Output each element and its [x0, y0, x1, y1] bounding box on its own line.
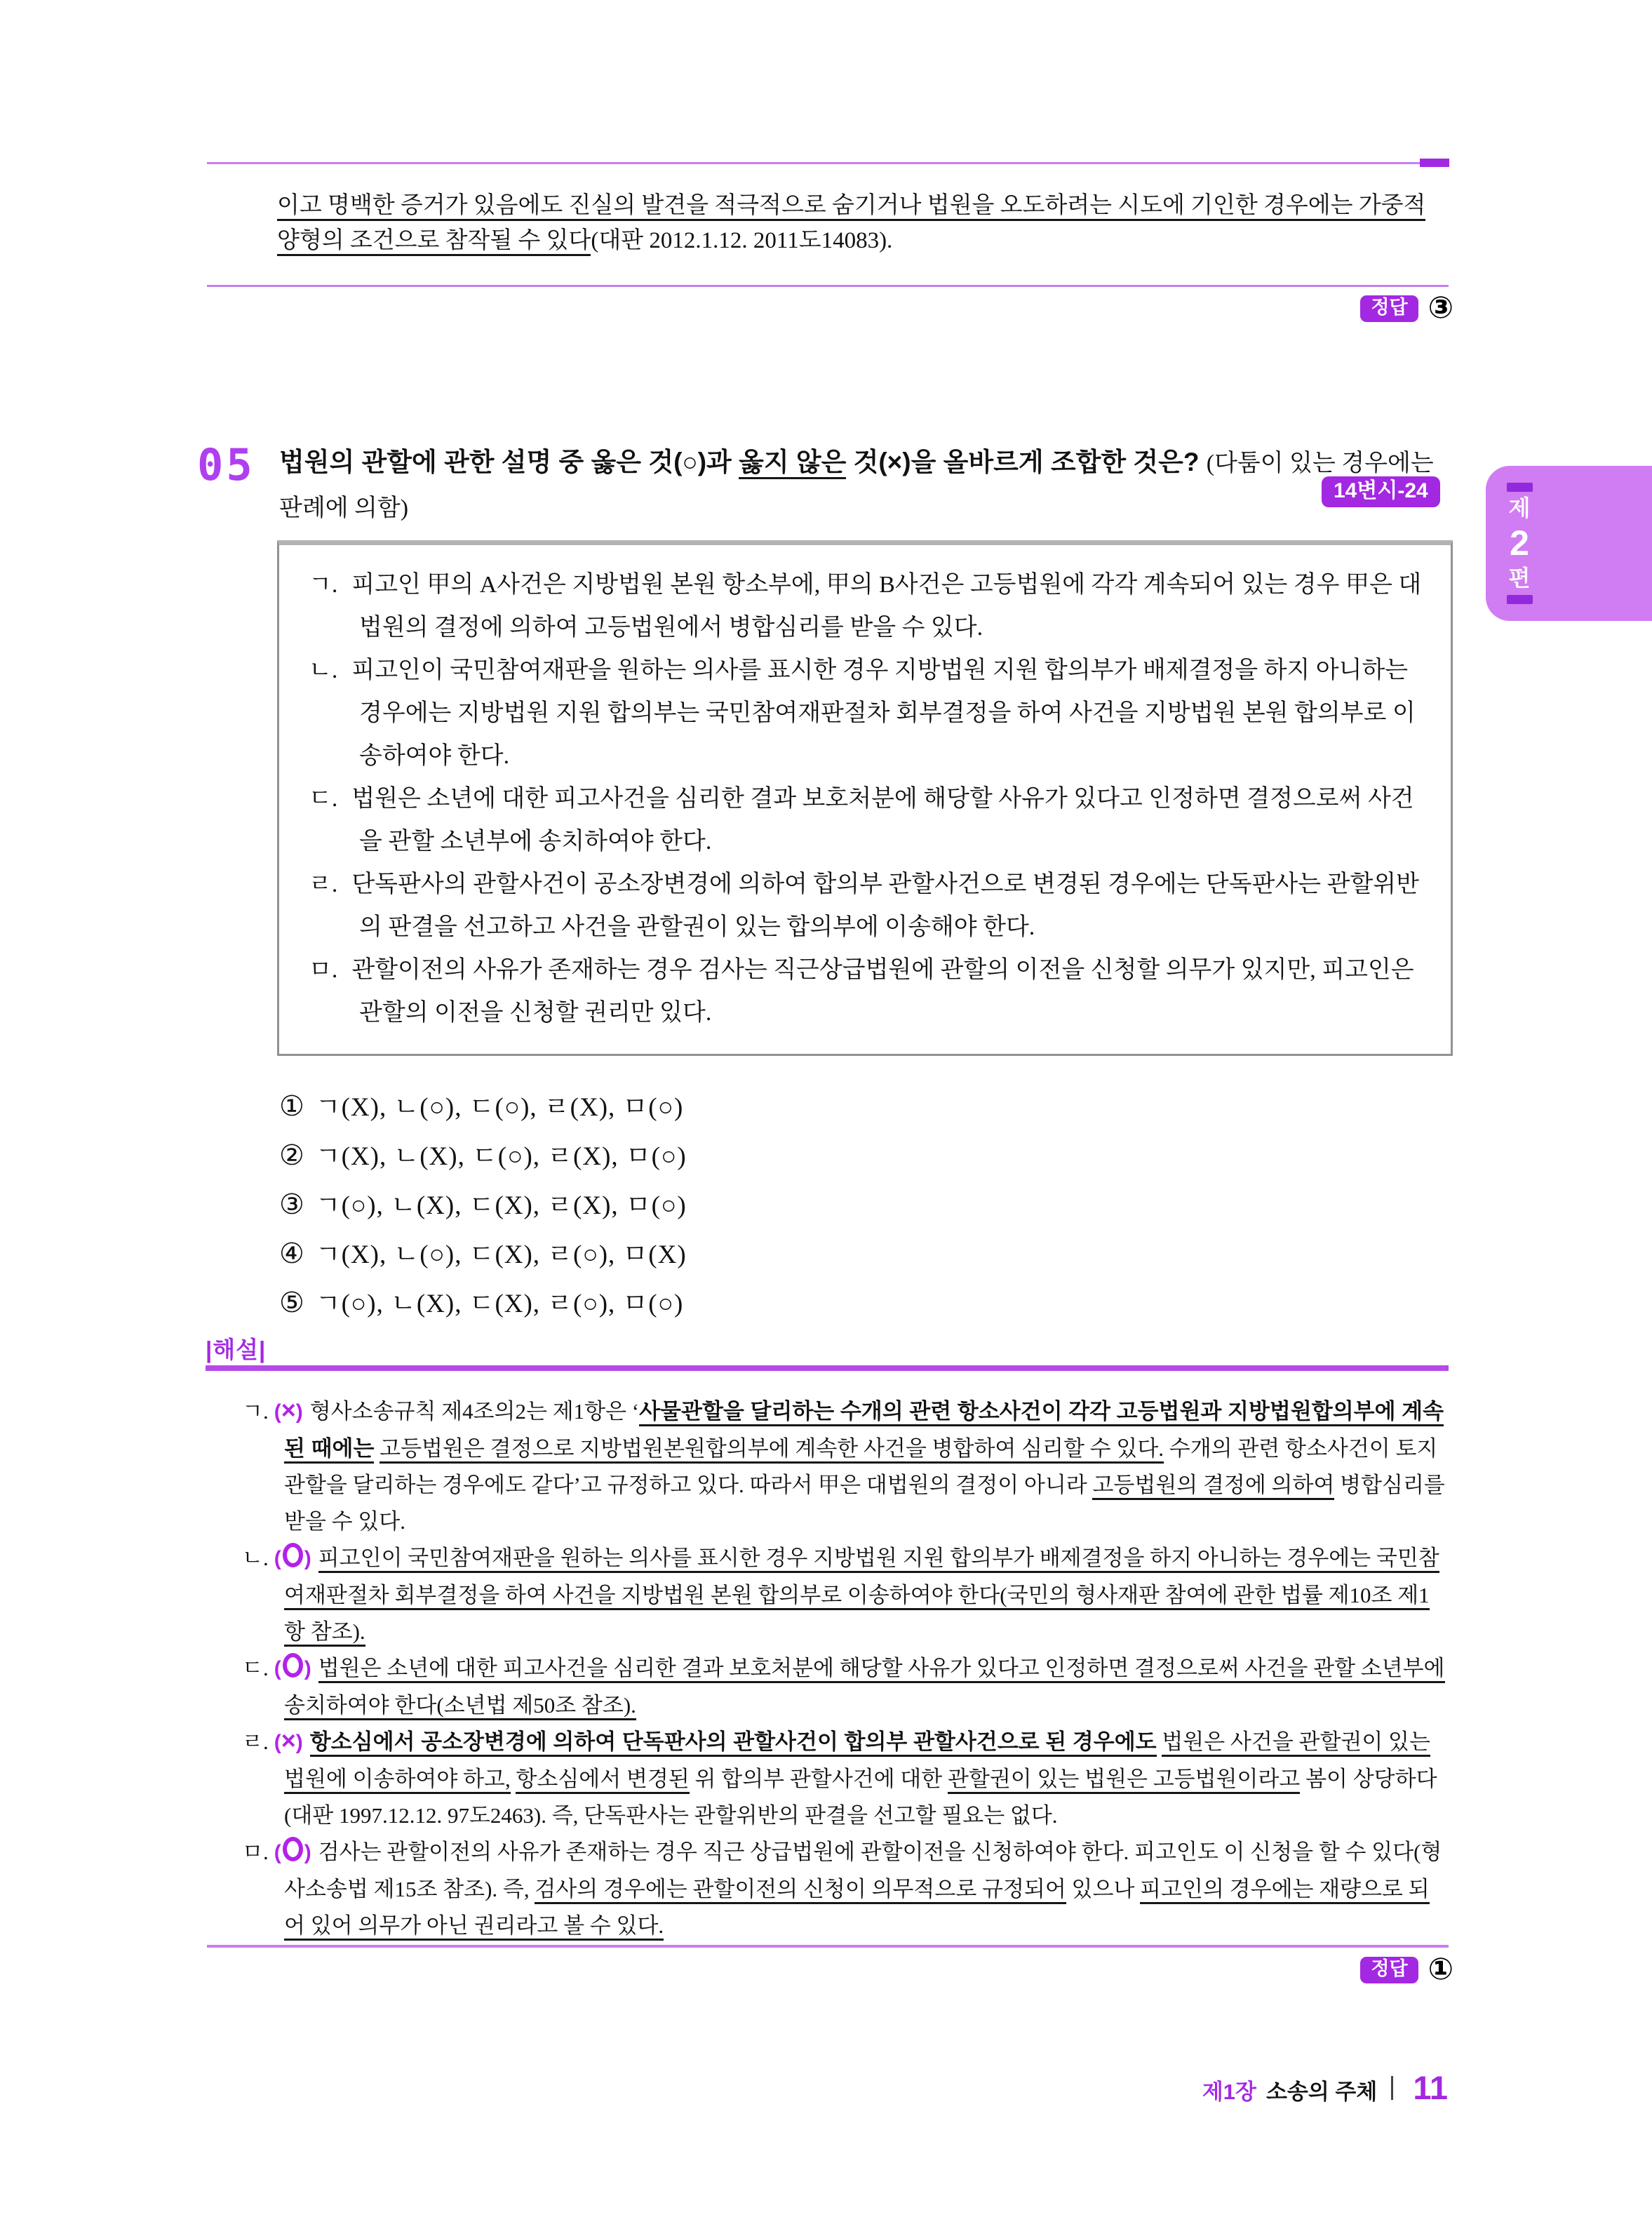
- text-segment: 것(×)을 올바르게 조합한 것은?: [846, 448, 1207, 476]
- answer-badge: 정답: [1360, 1957, 1418, 1983]
- text-segment: 법원은 소년에 대한 피고사건을 심리한 결과 보호처분에 해당할 사유가 있다고 인정하면 결정으로써 사건을 관할 소년부에 송치하여야 한다(소년법 제50조 참조).: [284, 1656, 1445, 1720]
- option-number: ③: [279, 1189, 304, 1221]
- answer-number: ③: [1428, 290, 1453, 326]
- option-number: ②: [279, 1139, 304, 1172]
- text-segment: 검사의 경우에는 관할이전의 신청이 의무적으로 규정되어: [535, 1877, 1066, 1904]
- option-number: ①: [279, 1090, 304, 1123]
- item-marker: ㄱ.: [242, 1399, 269, 1424]
- item-marker: ㄹ.: [242, 1729, 269, 1754]
- explanation-item-5: [242, 1834, 1450, 1944]
- text-segment: 관할권이 있는 법원은 고등법원이라고: [948, 1767, 1300, 1794]
- incorrect-mark-icon: (×): [274, 1395, 303, 1424]
- option-text: ㄱ(X), ㄴ(X), ㄷ(○), ㄹ(X), ㅁ(○): [315, 1142, 687, 1171]
- exam-source-badge: 14변시-24: [1322, 476, 1440, 507]
- item-text: [284, 1840, 1442, 1941]
- x-glyph: ×: [281, 1395, 296, 1424]
- circle-glyph: [283, 1543, 303, 1567]
- correct-mark-icon: ( ): [274, 1657, 311, 1680]
- item-text: 피고인이 국민참여재판을 원하는 의사를 표시한 경우 지방법원 지원 합의부가 배제결정을 하지 아니하는 경우에는 지방법원 지원 합의부는 국민참여재판절차 회부결정을 하여 사건을 지방법원 본원 합의부로 이송하여야 한다.: [351, 657, 1416, 769]
- footer-divider: [1391, 2076, 1393, 2100]
- option-5: [279, 1279, 687, 1328]
- item-text: 피고인 甲의 A사건은 지방법원 본원 항소부에, 甲의 B사건은 고등법원에 각각 계속되어 있는 경우 甲은 대법원의 결정에 의하여 고등법원에서 병합심리를 받을 수 있다.: [351, 572, 1422, 641]
- passage-item-3: [309, 777, 1427, 863]
- answer-divider-bottom: [207, 1945, 1449, 1948]
- tab-bar-top: [1507, 483, 1533, 492]
- option-1: [279, 1083, 687, 1132]
- text-segment: 법원의 관할에 관한 설명 중 옳은 것(○)과: [279, 448, 739, 476]
- text-segment: [374, 1436, 380, 1461]
- item-marker: ㄴ.: [309, 657, 338, 683]
- footer-chapter: 제1장: [1202, 2080, 1256, 2104]
- item-text: 관할이전의 사유가 존재하는 경우 검사는 직근상급법원에 관할의 이전을 신청할 의무가 있지만, 피고인은 관할의 이전을 신청할 권리만 있다.: [351, 957, 1414, 1026]
- circle-glyph: [283, 1653, 303, 1678]
- top-divider: [207, 162, 1449, 164]
- item-text: [284, 1729, 1437, 1828]
- text-segment: 형사소송규칙 제4조의2는 제1항은 ‘: [309, 1399, 640, 1424]
- correct-mark-icon: ( ): [274, 1841, 311, 1864]
- x-glyph: ×: [281, 1726, 296, 1755]
- text-segment: 고등법원은 결정으로 지방법원본원합의부에 계속한 사건을 병합하여 심리할 수 있다.: [380, 1436, 1164, 1464]
- explanation-label: |해설|: [206, 1337, 267, 1363]
- text-segment: 있으나: [1066, 1877, 1141, 1901]
- passage-item-4: [309, 863, 1427, 949]
- option-number: ④: [279, 1238, 304, 1270]
- explanation-item-4: [242, 1724, 1450, 1834]
- item-marker: ㅁ.: [242, 1840, 269, 1864]
- explanation-item-3: [242, 1650, 1450, 1724]
- question-passage-box: [277, 540, 1453, 1056]
- text-segment: 수개의 관련 항소사건이 토지관할을 달리하는 경우에도 같다’고 규정하고 있다. 따라서 甲은 대법원의 결정이 아니라: [284, 1436, 1438, 1497]
- answer-number: ①: [1428, 1952, 1453, 1987]
- item-marker: ㄴ.: [242, 1546, 269, 1570]
- question-answer-line: [1360, 1952, 1453, 1987]
- answer-badge: 정답: [1360, 295, 1418, 322]
- top-divider-accent: [1420, 159, 1449, 167]
- option-number: ⑤: [279, 1287, 304, 1319]
- explanation-item-1: [242, 1393, 1450, 1540]
- option-4: [279, 1230, 687, 1279]
- part-tab-column: [1501, 483, 1538, 605]
- explanation-item-2: [242, 1540, 1450, 1650]
- option-2: [279, 1132, 687, 1181]
- item-text: [284, 1656, 1445, 1720]
- prev-question-explanation: [277, 188, 1452, 258]
- text-segment: 옳지 않은: [739, 448, 846, 479]
- circle-glyph: [283, 1837, 303, 1861]
- explanation-divider: [206, 1365, 1449, 1371]
- part-tab-text: 편: [1508, 565, 1531, 591]
- correct-mark-icon: ( ): [274, 1547, 311, 1570]
- item-marker: ㄷ.: [309, 786, 338, 812]
- item-text: 법원은 소년에 대한 피고사건을 심리한 결과 보호처분에 해당할 사유가 있다고 인정하면 결정으로써 사건을 관할 소년부에 송치하여야 한다.: [351, 786, 1414, 855]
- text-segment: 병합심리를 받을 수 있다.: [284, 1473, 1445, 1534]
- passage-item-2: [309, 649, 1427, 777]
- option-text: ㄱ(○), ㄴ(X), ㄷ(X), ㄹ(○), ㅁ(○): [315, 1290, 684, 1318]
- text-segment: 위 합의부 관할사건에 대한: [689, 1767, 948, 1791]
- item-text: [284, 1546, 1439, 1647]
- text-segment: 항소심에서 변경된: [516, 1767, 689, 1794]
- part-tab-text: 제: [1508, 495, 1531, 521]
- text-segment: (대판 2012.1.12. 2011도14083).: [591, 228, 893, 253]
- text-segment: 봄이 상당하다(대판 1997.12.12. 97도2463). 즉, 단독판사는 관할위반의 판결을 선고할 필요는 없다.: [284, 1767, 1437, 1828]
- text-segment: 사물관할을 달리하는 수개의 관련 항소사건이 각각 고등법원과 지방법원합의부에 계속된 때에는: [284, 1399, 1444, 1464]
- text-segment: (다툼이 있는 경우에는 판례에 의함): [279, 450, 1434, 521]
- item-marker: ㅁ.: [309, 957, 338, 983]
- prev-answer-line: [1360, 290, 1453, 326]
- incorrect-mark-icon: (×): [274, 1726, 303, 1755]
- explanation-list: [242, 1393, 1450, 1944]
- item-marker: ㄷ.: [242, 1656, 269, 1680]
- text-segment: 피고인의 경우에는 재량으로 되어 있어 의무가 아닌 권리라고 볼 수 있다.: [284, 1877, 1430, 1941]
- text-segment: 항소심에서 공소장변경에 의하여 단독판사의 관할사건이 합의부 관할사건으로 된 경우에도: [310, 1729, 1157, 1757]
- tab-bar-bottom: [1507, 595, 1533, 604]
- question-title: [279, 441, 1452, 530]
- footer-section: 소송의 주체: [1265, 2080, 1378, 2104]
- item-text: [284, 1399, 1445, 1534]
- part-tab: [1486, 466, 1652, 621]
- part-tab-number: 2: [1510, 523, 1529, 563]
- answer-options: [279, 1083, 687, 1328]
- text-segment: 법원은 사건을 관할권이 있는 법원에 이송하여야 하고,: [284, 1729, 1430, 1794]
- passage-item-1: [309, 563, 1427, 649]
- item-marker: ㄹ.: [309, 871, 338, 897]
- item-marker: ㄱ.: [309, 572, 338, 598]
- passage-item-5: [309, 949, 1427, 1034]
- text-segment: 고등법원의 결정에 의하여: [1092, 1473, 1334, 1500]
- option-3: [279, 1181, 687, 1230]
- question-number: 05: [197, 439, 255, 490]
- page-footer: [1202, 2068, 1448, 2107]
- option-text: ㄱ(X), ㄴ(○), ㄷ(○), ㄹ(X), ㅁ(○): [315, 1093, 684, 1122]
- page-number: 11: [1413, 2069, 1448, 2106]
- answer-divider-top: [207, 285, 1449, 287]
- item-text: 단독판사의 관할사건이 공소장변경에 의하여 합의부 관할사건으로 변경된 경우에는 단독판사는 관할위반의 판결을 선고하고 사건을 관할권이 있는 합의부에 이송해야 한다.: [351, 871, 1419, 940]
- option-text: ㄱ(X), ㄴ(○), ㄷ(X), ㄹ(○), ㅁ(X): [315, 1240, 687, 1269]
- option-text: ㄱ(○), ㄴ(X), ㄷ(X), ㄹ(X), ㅁ(○): [315, 1191, 687, 1220]
- text-segment: 이고 명백한 증거가 있음에도 진실의 발견을 적극적으로 숨기거나 법원을 오도하려는 시도에 기인한 경우에는 가중적 양형의 조건으로 참작될 수 있다: [277, 193, 1425, 256]
- text-segment: 검사는 관할이전의 사유가 존재하는 경우 직근 상급법원에 관할이전을 신청하여야 한다. 피고인도 이 신청을 할 수 있다(형사소송법 제15조 참조). 즉,: [284, 1840, 1442, 1901]
- text-segment: 피고인이 국민참여재판을 원하는 의사를 표시한 경우 지방법원 지원 합의부가 배제결정을 하지 아니하는 경우에는 국민참여재판절차 회부결정을 하여 사건을 지방법원 본원 합의부로 이송하여야 한다(국민의 형사재판 참여에 관한 법률 제10조 제1항 참조).: [284, 1546, 1439, 1647]
